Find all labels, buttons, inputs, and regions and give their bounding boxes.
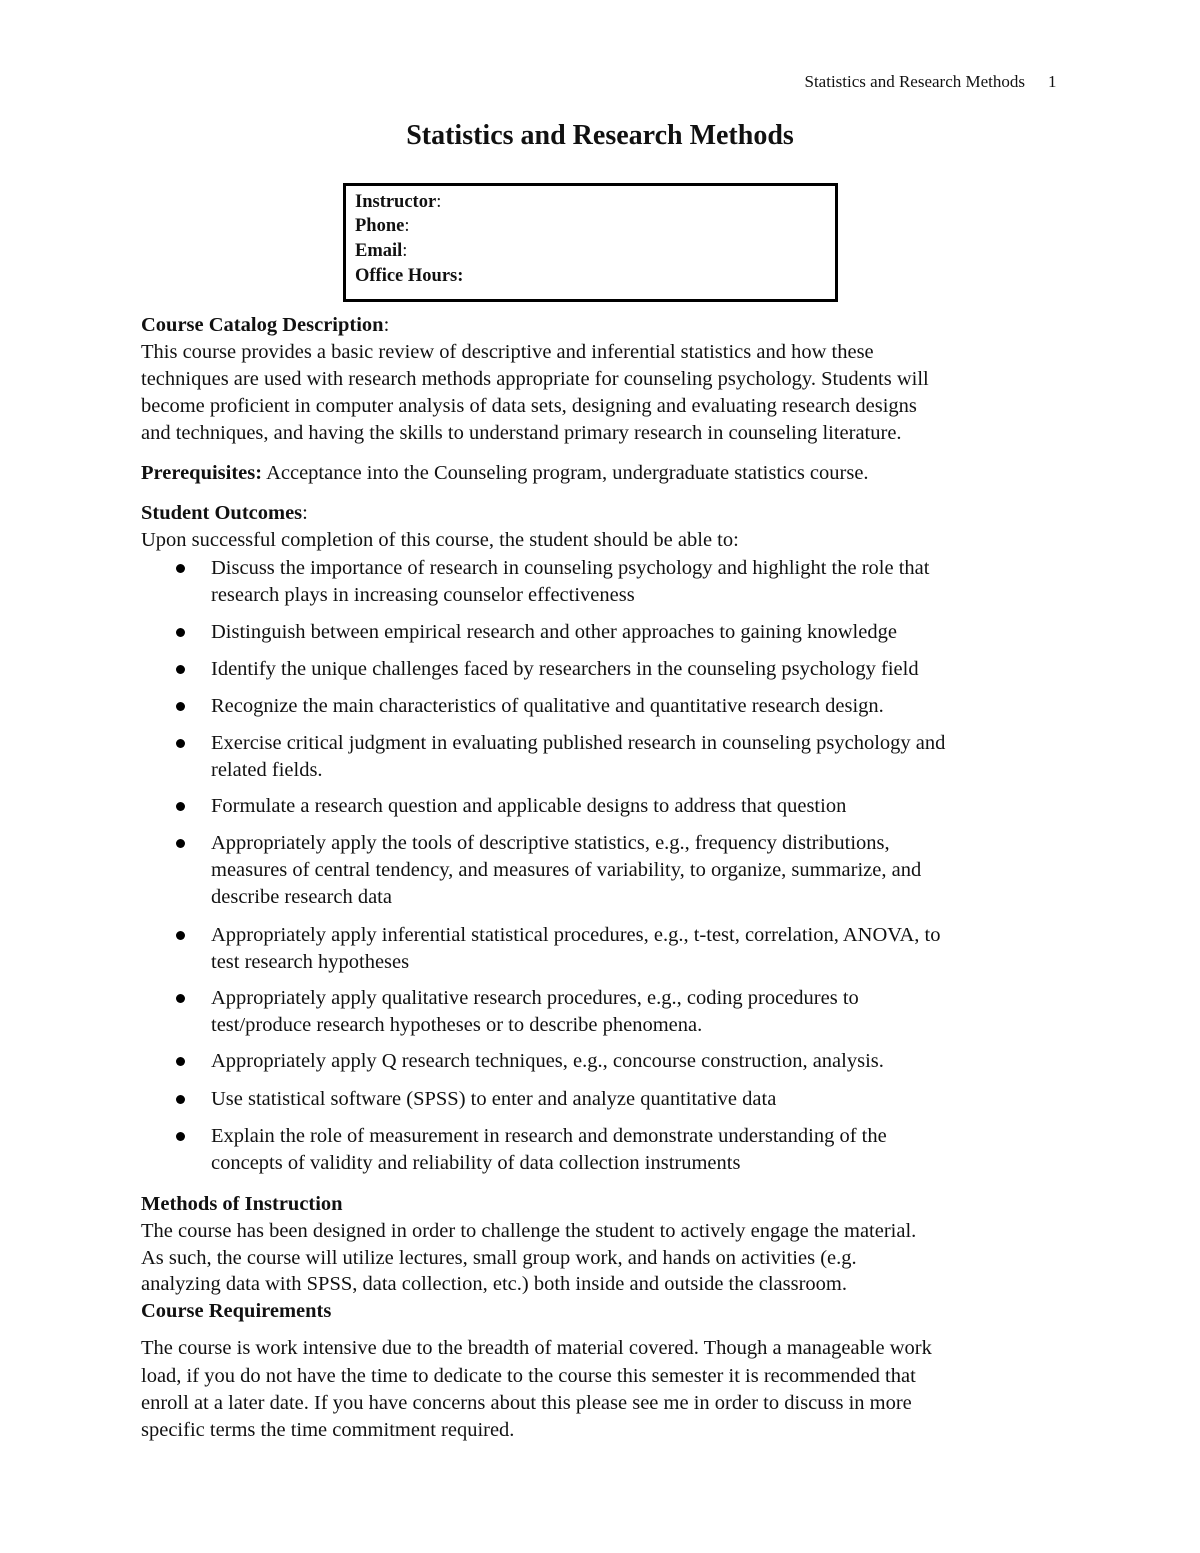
outcome-item: describe research data bbox=[211, 886, 392, 908]
catalog-line: This course provides a basic review of descriptive and inferential statistics and how these bbox=[141, 341, 874, 363]
requirements-line: The course is work intensive due to the breadth of material covered. Though a manageable work bbox=[141, 1337, 932, 1359]
contact-box bbox=[343, 183, 838, 302]
catalog-line: and techniques, and having the skills to understand primary research in counseling literature. bbox=[141, 422, 902, 444]
office-hours-field: Office Hours: bbox=[355, 266, 464, 286]
requirements-line: enroll at a later date. If you have concerns about this please see me in order to discuss in more bbox=[141, 1392, 912, 1414]
outcome-item: Appropriately apply the tools of descriptive statistics, e.g., frequency distributions, bbox=[211, 832, 890, 854]
outcome-item: Use statistical software (SPSS) to enter and analyze quantitative data bbox=[211, 1088, 777, 1110]
outcome-item: test research hypotheses bbox=[211, 951, 410, 973]
outcome-item: measures of central tendency, and measures of variability, to organize, summarize, and bbox=[211, 859, 922, 881]
page-number: 1 bbox=[1048, 72, 1057, 91]
requirements-line: load, if you do not have the time to dedicate to the course this semester it is recommended that bbox=[141, 1365, 916, 1387]
bullet-icon bbox=[176, 1057, 185, 1066]
outcomes-intro: Upon successful completion of this course, the student should be able to: bbox=[141, 529, 739, 551]
outcome-item: Appropriately apply inferential statistical procedures, e.g., t-test, correlation, ANOVA, to bbox=[211, 924, 941, 946]
bullet-icon bbox=[176, 839, 185, 848]
bullet-icon bbox=[176, 702, 185, 711]
bullet-icon bbox=[176, 1132, 185, 1141]
outcome-item: Explain the role of measurement in research and demonstrate understanding of the bbox=[211, 1125, 887, 1147]
methods-line: The course has been designed in order to challenge the student to actively engage the material. bbox=[141, 1220, 917, 1242]
outcome-item: Exercise critical judgment in evaluating published research in counseling psychology and bbox=[211, 732, 946, 754]
bullet-icon bbox=[176, 665, 185, 674]
requirements-line: specific terms the time commitment required. bbox=[141, 1419, 515, 1441]
phone-field: Phone: bbox=[355, 216, 410, 236]
outcome-item: Appropriately apply qualitative research procedures, e.g., coding procedures to bbox=[211, 987, 859, 1009]
prerequisites: Prerequisites: Acceptance into the Counseling program, undergraduate statistics course. bbox=[141, 462, 869, 484]
bullet-icon bbox=[176, 931, 185, 940]
instructor-field: Instructor: bbox=[355, 192, 442, 212]
bullet-icon bbox=[176, 628, 185, 637]
outcomes-heading: Student Outcomes: bbox=[141, 502, 308, 524]
outcome-item: research plays in increasing counselor effectiveness bbox=[211, 584, 635, 606]
outcome-item: concepts of validity and reliability of data collection instruments bbox=[211, 1152, 741, 1174]
outcome-item: Recognize the main characteristics of qualitative and quantitative research design. bbox=[211, 695, 884, 717]
methods-line: As such, the course will utilize lectures, small group work, and hands on activities (e.g. bbox=[141, 1247, 857, 1269]
methods-line: analyzing data with SPSS, data collection, etc.) both inside and outside the classroom. bbox=[141, 1273, 847, 1295]
outcome-item: Identify the unique challenges faced by researchers in the counseling psychology field bbox=[211, 658, 919, 680]
catalog-line: become proficient in computer analysis of data sets, designing and evaluating research designs bbox=[141, 395, 917, 417]
running-header: Statistics and Research Methods bbox=[804, 72, 1025, 91]
outcome-item: Discuss the importance of research in counseling psychology and highlight the role that bbox=[211, 557, 930, 579]
requirements-heading: Course Requirements bbox=[141, 1300, 332, 1322]
bullet-icon bbox=[176, 1095, 185, 1104]
bullet-icon bbox=[176, 739, 185, 748]
outcome-item: Distinguish between empirical research and other approaches to gaining knowledge bbox=[211, 621, 897, 643]
outcome-item: Formulate a research question and applicable designs to address that question bbox=[211, 795, 847, 817]
outcome-item: Appropriately apply Q research techniques, e.g., concourse construction, analysis. bbox=[211, 1050, 884, 1072]
catalog-heading: Course Catalog Description: bbox=[141, 314, 390, 336]
bullet-icon bbox=[176, 564, 185, 573]
bullet-icon bbox=[176, 802, 185, 811]
document-title: Statistics and Research Methods bbox=[406, 120, 794, 151]
catalog-line: techniques are used with research methods appropriate for counseling psychology. Students will bbox=[141, 368, 929, 390]
outcome-item: test/produce research hypotheses or to describe phenomena. bbox=[211, 1014, 703, 1036]
bullet-icon bbox=[176, 994, 185, 1003]
outcome-item: related fields. bbox=[211, 759, 323, 781]
methods-heading: Methods of Instruction bbox=[141, 1193, 343, 1215]
email-field: Email: bbox=[355, 241, 408, 261]
